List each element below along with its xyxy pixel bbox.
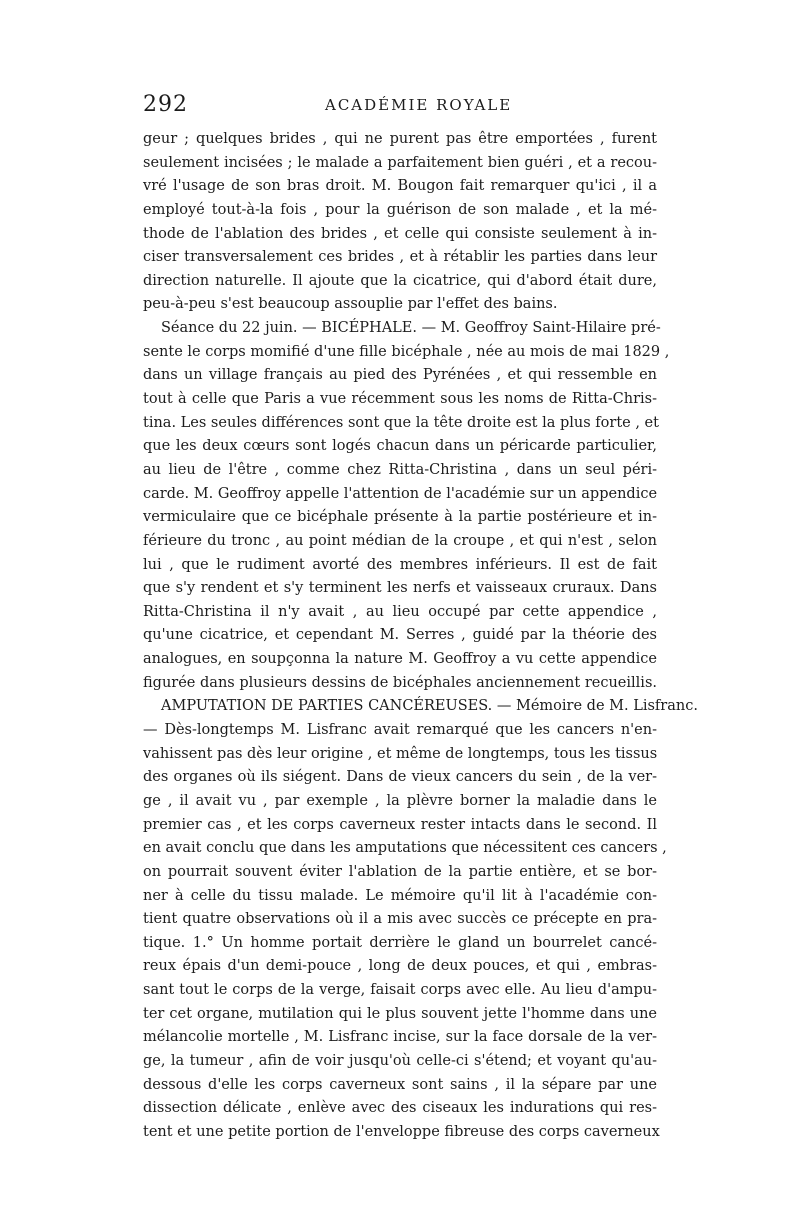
text-line: sente le corps momifié d'une fille bicéphale , née au mois de mai 1829 , — [143, 343, 670, 360]
text-line: lui , que le rudiment avorté des membres inférieurs. Il est de fait — [143, 556, 657, 573]
page-header — [143, 92, 663, 122]
text-line: figurée dans plusieurs dessins de bicéphales anciennement recueillis. — [143, 674, 657, 691]
text-line: premier cas , et les corps caverneux rester intacts dans le second. Il — [143, 816, 657, 833]
body-text — [143, 128, 698, 1145]
text-line: que s'y rendent et s'y terminent les nerfs et vaisseaux cruraux. Dans — [143, 580, 657, 597]
text-line: vermiculaire que ce bicéphale présente à la partie postérieure et in- — [143, 509, 657, 526]
text-line: tient quatre observations où il a mis avec succès ce précepte en pra- — [143, 911, 657, 928]
text-line: vahissent pas dès leur origine , et même de longtemps, tous les tissus — [143, 745, 658, 762]
text-line: AMPUTATION DE PARTIES CANCÉREUSES. — Mémoire de M. Lisfranc. — [161, 698, 698, 715]
text-line: Séance du 22 juin. — BICÉPHALE. — M. Geoffroy Saint-Hilaire pré- — [161, 320, 661, 337]
text-line: dissection délicate , enlève avec des ciseaux les indurations qui res- — [143, 1100, 657, 1117]
text-line: vré l'usage de son bras droit. M. Bougon fait remarquer qu'ici , il a — [143, 178, 657, 195]
text-line: — Dès-longtemps M. Lisfranc avait remarqué que les cancers n'en- — [143, 722, 657, 739]
text-line: peu-à-peu s'est beaucoup assouplie par l'effet des bains. — [143, 296, 558, 313]
text-line: tique. 1.° Un homme portait derrière le gland un bourrelet cancé- — [143, 934, 657, 951]
text-line: analogues, en soupçonna la nature M. Geoffroy a vu cette appendice — [143, 651, 657, 668]
text-line: Ritta-Christina il n'y avait , au lieu occupé par cette appendice , — [143, 603, 657, 620]
text-line: seulement incisées ; le malade a parfaitement bien guéri , et a recou- — [143, 154, 657, 171]
text-line: geur ; quelques brides , qui ne purent pas être emportées , furent — [143, 131, 657, 147]
text-line: férieure du tronc , au point médian de la croupe , et qui n'est , selon — [143, 532, 657, 549]
text-line: ge, la tumeur , afin de voir jusqu'où celle-ci s'étend; et voyant qu'au- — [143, 1052, 657, 1069]
text-line: sant tout le corps de la verge, faisait corps avec elle. Au lieu d'ampu- — [143, 982, 657, 999]
text-line: mélancolie mortelle , M. Lisfranc incise, sur la face dorsale de la ver- — [143, 1029, 657, 1046]
text-line: thode de l'ablation des brides , et celle qui consiste seulement à in- — [143, 225, 657, 242]
text-line: ge , il avait vu , par exemple , la plèvre borner la maladie dans le — [143, 792, 657, 809]
text-line: qu'une cicatrice, et cependant M. Serres , guidé par la théorie des — [143, 627, 657, 644]
text-line: direction naturelle. Il ajoute que la cicatrice, qui d'abord était dure, — [143, 272, 657, 289]
text-line: reux épais d'un demi-pouce , long de deux pouces, et qui , embras- — [143, 958, 657, 975]
running-title: ACADÉMIE ROYALE — [325, 96, 513, 114]
text-line: on pourrait souvent éviter l'ablation de la partie entière, et se bor- — [143, 863, 657, 880]
text-line: tent et une petite portion de l'enveloppe fibreuse des corps caverneux — [143, 1123, 660, 1140]
text-line: ciser transversalement ces brides , et à rétablir les parties dans leur — [143, 249, 657, 266]
text-line: dessous d'elle les corps caverneux sont sains , il la sépare par une — [143, 1076, 657, 1093]
text-line: tout à celle que Paris a vue récemment sous les noms de Ritta-Chris- — [143, 391, 657, 408]
text-line: en avait conclu que dans les amputations que nécessitent ces cancers , — [143, 840, 667, 857]
text-line: tina. Les seules différences sont que la tête droite est la plus forte , et — [143, 414, 659, 431]
text-line: que les deux cœurs sont logés chacun dans un péricarde particulier, — [143, 438, 657, 455]
page-number: 292 — [143, 92, 188, 117]
text-line: dans un village français au pied des Pyrénées , et qui ressemble en — [143, 367, 657, 384]
text-line: employé tout-à-la fois , pour la guérison de son malade , et la mé- — [143, 201, 657, 218]
text-line: des organes où ils siégent. Dans de vieux cancers du sein , de la ver- — [143, 769, 657, 786]
text-line: au lieu de l'être , comme chez Ritta-Christina , dans un seul péri- — [143, 461, 657, 478]
text-line: carde. M. Geoffroy appelle l'attention de l'académie sur un appendice — [143, 485, 658, 502]
text-line: ner à celle du tissu malade. Le mémoire qu'il lit à l'académie con- — [143, 887, 657, 904]
text-line: ter cet organe, mutilation qui le plus souvent jette l'homme dans une — [143, 1005, 657, 1022]
